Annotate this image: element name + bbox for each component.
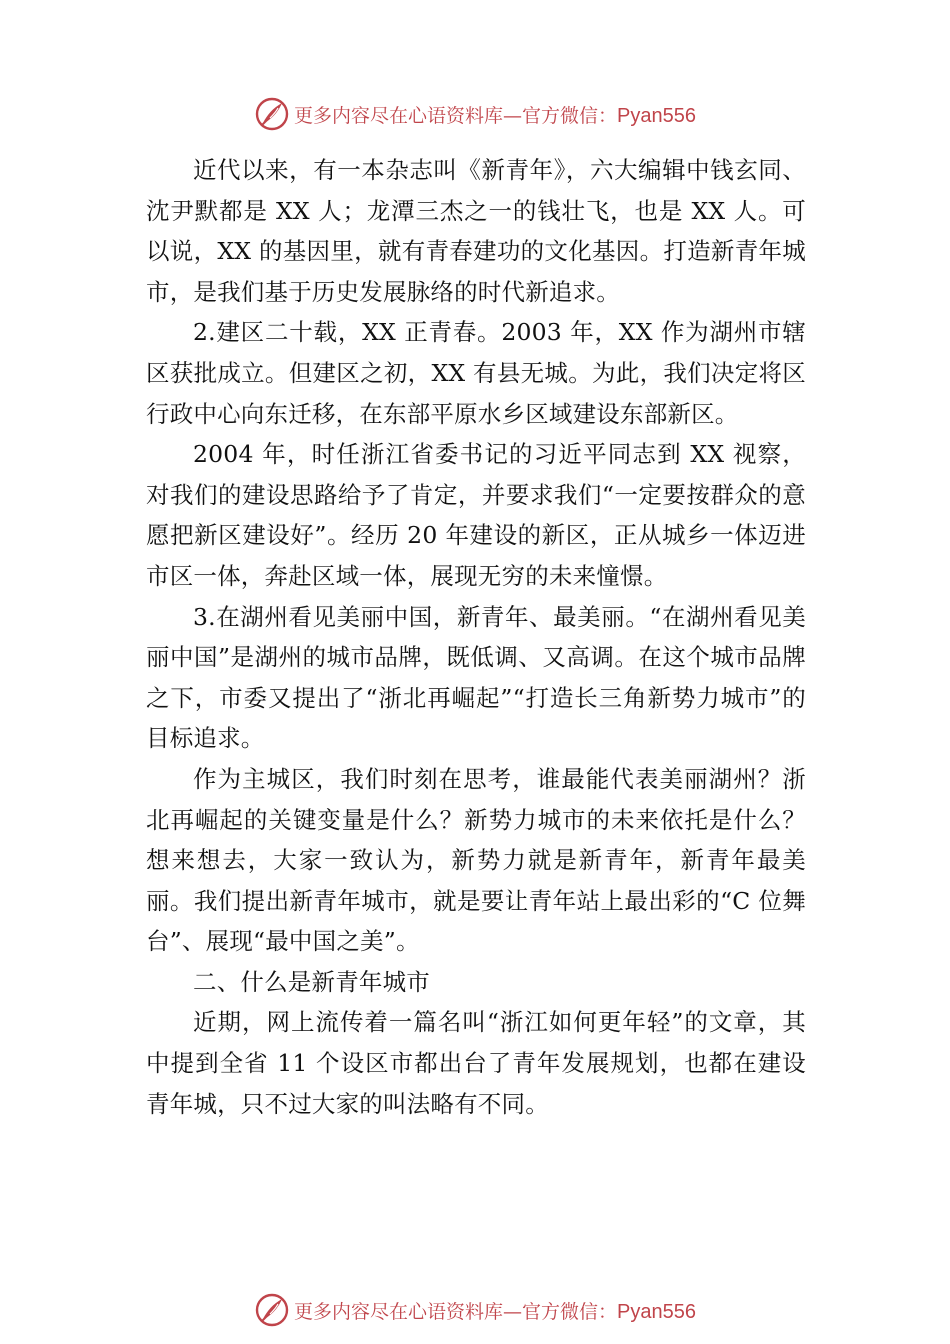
paragraph: 3.在湖州看见美丽中国，新青年、最美丽。“在湖州看见美丽中国”是湖州的城市品牌，既低调、又高调。在这个城市品牌之下，市委又提出了“浙北再崛起”“打造长三角新势力城市”的目标追求。 <box>146 602 806 753</box>
paragraph: 2.建区二十载，XX 正青春。2003 年，XX 作为湖州市辖区获批成立。但建区之初，XX 有县无城。为此，我们决定将区行政中心向东迁移，在东部平原水乡区域建设东部新区。 <box>146 318 806 428</box>
quill-pen-icon <box>254 1292 290 1328</box>
paragraph: 作为主城区，我们时刻在思考，谁最能代表美丽湖州？浙北再崛起的关键变量是什么？新势力城市的未来依托是什么？想来想去，大家一致认为，新势力就是新青年，新青年最美丽。我们提出新青年城市，就是要让青年站上最出彩的“C 位舞台”、展现“最中国之美”。 <box>146 764 806 956</box>
watermark-text <box>294 1297 696 1324</box>
watermark-official: 官方微信： <box>522 104 618 127</box>
watermark-dash: — <box>503 104 523 127</box>
footer-watermark <box>0 1290 950 1330</box>
document-body <box>146 150 806 1124</box>
quill-pen-icon <box>254 96 290 132</box>
watermark-wechat-id: Pyan556 <box>617 104 696 127</box>
watermark-brand: 更多内容尽在心语资料库 <box>294 104 504 127</box>
watermark-text <box>294 101 696 128</box>
header-watermark <box>0 94 950 134</box>
paragraph: 近期，网上流传着一篇名叫“浙江如何更年轻”的文章，其中提到全省 11 个设区市都出台了青年发展规划，也都在建设青年城，只不过大家的叫法略有不同。 <box>146 1008 806 1118</box>
watermark-brand: 更多内容尽在心语资料库 <box>294 1300 504 1323</box>
paragraph: 近代以来，有一本杂志叫《新青年》，六大编辑中钱玄同、沈尹默都是 XX 人；龙潭三杰之一的钱壮飞，也是 XX 人。可以说，XX 的基因里，就有青春建功的文化基因。打造新青年城市，是我们基于历史发展脉络的时代新追求。 <box>146 156 806 306</box>
watermark-wechat-id: Pyan556 <box>617 1300 696 1323</box>
watermark-official: 官方微信： <box>522 1300 618 1323</box>
paragraph: 2004 年，时任浙江省委书记的习近平同志到 XX 视察，对我们的建设思路给予了肯定，并要求我们“一定要按群众的意愿把新区建设好”。经历 20 年建设的新区，正从城乡一体迈进市区一体，奔赴区域一体，展现无穷的未来憧憬。 <box>146 440 806 590</box>
watermark-dash: — <box>503 1300 523 1323</box>
section-heading: 二、什么是新青年城市 <box>193 967 430 996</box>
